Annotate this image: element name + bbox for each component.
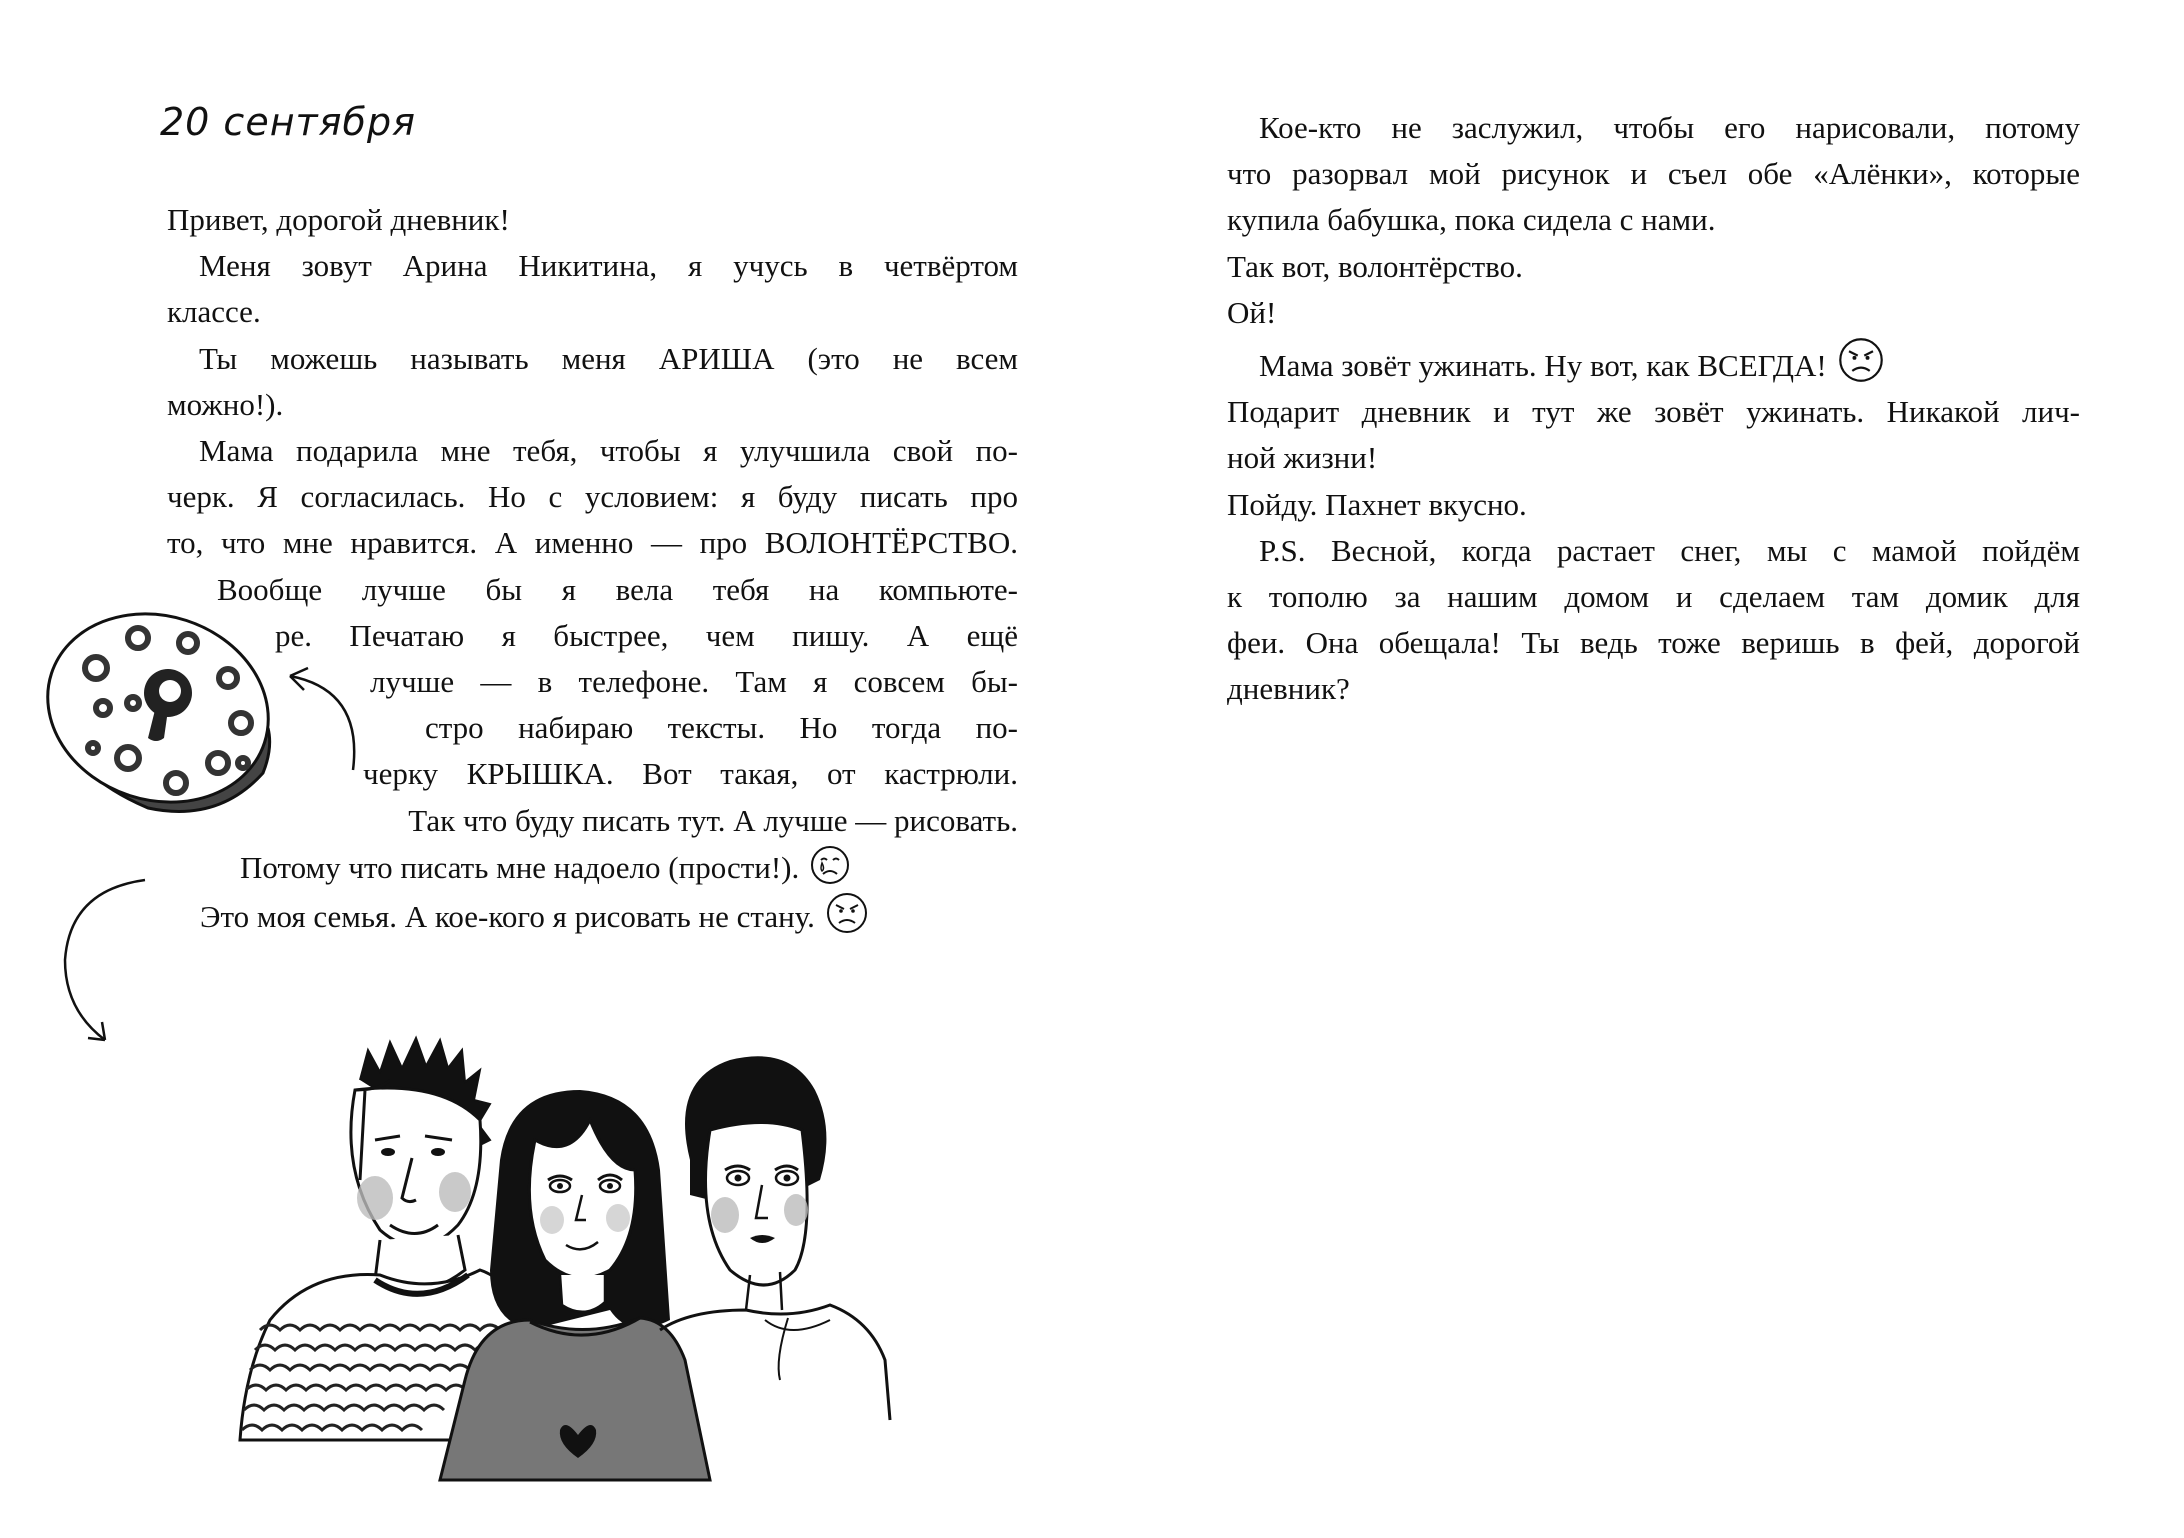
text-line: Кое-кто не заслужил, чтобы его нарисовали, потому (1259, 110, 2080, 145)
text-line: Так вот, волонтёрство. (1227, 248, 1523, 284)
mother-figure (660, 1056, 890, 1420)
text-line-with-emoji (1195, 336, 2080, 389)
curved-arrow-icon (40, 870, 160, 1050)
text-line: Ты можешь называть меня АРИША (это не всем (199, 340, 1018, 376)
text-line: Это моя семья. А кое-кого я рисовать не стану. (200, 899, 815, 935)
text-line: ре. Печатаю я быстрее, чем пишу. А ещё (275, 617, 1018, 653)
text-line: то, что мне нравится. А именно — про ВОЛОНТЁРСТВО. (167, 525, 1018, 561)
text-line: P.S. Весной, когда растает снег, мы с мамой пойдём (1259, 532, 2080, 568)
paragraph (1195, 528, 2080, 713)
text-line: купила бабушка, пока сидела с нами. (1227, 202, 1716, 238)
text-line-with-emoji (240, 844, 1018, 891)
text-line: Подарит дневник и тут же зовёт ужинать. Никакой лич- (1227, 394, 2080, 430)
diary-date: 20 сентября (160, 100, 416, 144)
text-line: Меня зовут Арина Никитина, я учусь в четвёртом (199, 248, 1018, 284)
text-line: Ой! (1227, 294, 1277, 330)
text-line-with-emoji (200, 891, 1018, 940)
text-line: Потому что писать мне надоело (прости!). (240, 849, 800, 885)
text-line: к тополю за нашим домом и сделаем там домик для (1227, 579, 2080, 615)
text-line: ной жизни! (1227, 440, 1378, 476)
text-line: что разорвал мой рисунок и съел обе «Алёнки», которые (1227, 156, 2080, 192)
paragraph (1195, 105, 2080, 244)
text-line: Мама подарила мне тебя, чтобы я улучшила свой по- (199, 433, 1018, 469)
paragraph (1195, 336, 2080, 482)
paragraph (1195, 290, 2080, 336)
family-drawing (190, 1020, 970, 1520)
text-line: можно!). (167, 386, 284, 422)
paragraph (135, 428, 1018, 567)
text-line: Мама зовёт ужинать. Ну вот, как ВСЕГДА! (1259, 348, 1827, 384)
text-line: черку КРЫШКА. Вот такая, от кастрюли. (363, 756, 1018, 792)
right-page-text (1195, 105, 2080, 713)
text-line: феи. Она обещала! Ты ведь тоже веришь в фей, дорогой (1227, 625, 2080, 661)
paragraph (135, 197, 1018, 243)
text-line: Так что буду писать тут. А лучше — рисовать. (408, 802, 1018, 838)
text-line: Пойду. Пахнет вкусно. (1227, 486, 1527, 522)
paragraph (1195, 244, 2080, 290)
text-line: стро набираю тексты. Но тогда по- (425, 710, 1018, 746)
text-line: Привет, дорогой дневник! (167, 202, 510, 237)
angry-face-icon (1837, 336, 1885, 384)
crying-face-icon (809, 844, 851, 886)
paragraph (135, 243, 1018, 335)
text-line: лучше — в телефоне. Там я совсем бы- (370, 664, 1018, 700)
paragraph (1195, 482, 2080, 528)
angry-face-icon (825, 891, 869, 935)
text-line: черк. Я согласилась. Но с условием: я буду писать про (167, 479, 1018, 515)
text-line: Вообще лучше бы я вела тебя на компьюте- (217, 571, 1018, 607)
curved-arrow-icon (278, 660, 368, 780)
text-line: дневник? (1227, 671, 1350, 707)
pot-lid-drawing (28, 598, 298, 828)
text-line: классе. (167, 294, 261, 330)
paragraph (135, 336, 1018, 428)
left-page-text (135, 197, 1018, 940)
